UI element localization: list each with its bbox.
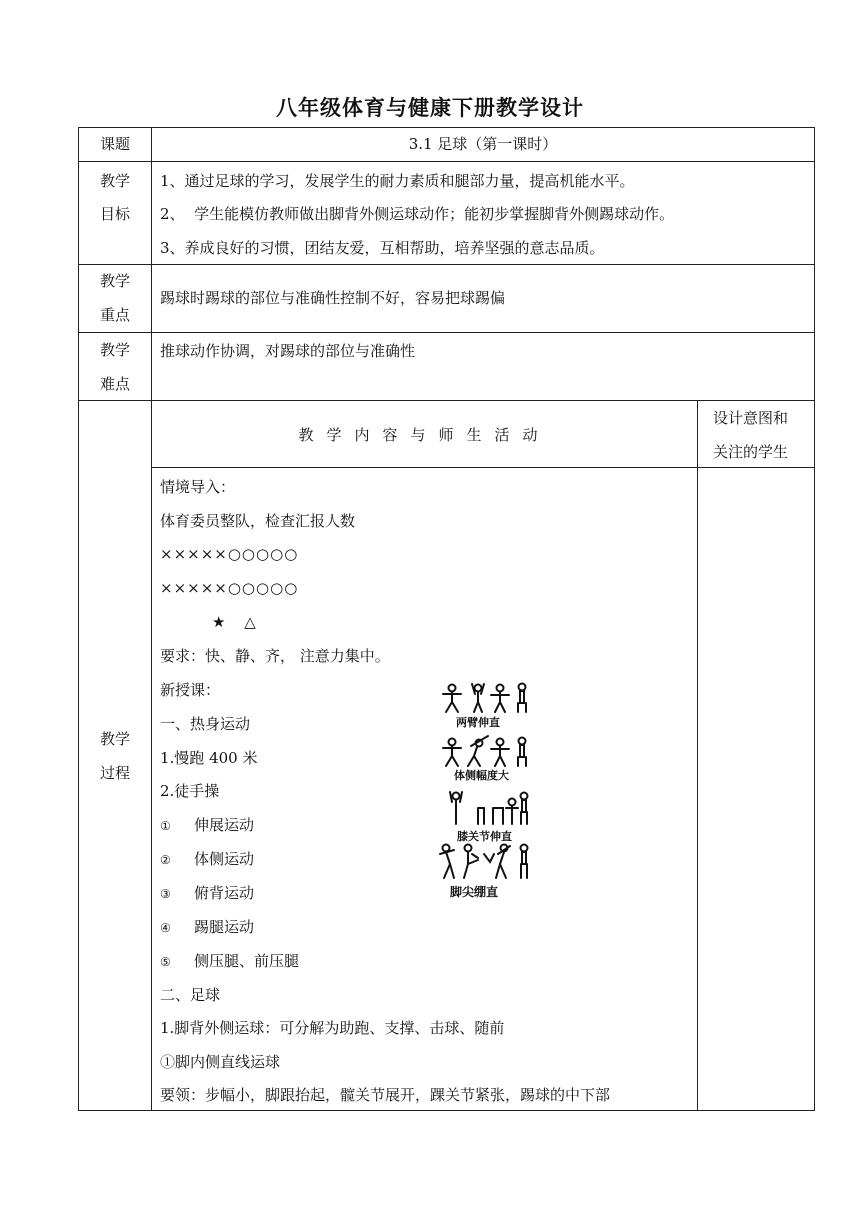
figure-caption: 体侧幅度大 xyxy=(454,769,509,782)
objectives-label-2: 目标 xyxy=(99,205,130,223)
content-line: 要求：快、静、齐， 注意力集中。 xyxy=(160,647,390,665)
table-divider xyxy=(78,400,815,401)
exercise-illustration xyxy=(438,682,538,902)
key-points-label-2: 重点 xyxy=(99,306,130,324)
exercise-number: ③ xyxy=(160,887,171,901)
topic-label: 课题 xyxy=(99,135,130,153)
content-line: 一、热身运动 xyxy=(160,715,251,733)
table-border-bottom xyxy=(78,1110,815,1111)
formation-row: ×××××○○○○○ xyxy=(160,545,299,563)
exercise-item xyxy=(160,849,254,870)
table-divider xyxy=(78,161,815,162)
content-line: ①脚内侧直线运球 xyxy=(160,1053,281,1071)
topic-value: 3.1 足球（第一课时） xyxy=(408,135,558,153)
key-points-value: 踢球时踢球的部位与准确性控制不好，容易把球踢偏 xyxy=(160,289,506,307)
exercise-item xyxy=(160,883,254,904)
table-border-top xyxy=(78,127,815,128)
exercise-text: 体侧运动 xyxy=(194,850,255,868)
exercise-text: 踢腿运动 xyxy=(194,918,255,936)
difficulties-label-2: 难点 xyxy=(99,375,130,393)
figure-caption: 两臂伸直 xyxy=(456,716,500,729)
table-divider xyxy=(78,264,815,265)
content-line: 体育委员整队，检查汇报人数 xyxy=(160,512,356,530)
exercise-text: 俯背运动 xyxy=(194,884,255,902)
content-line: 2.徒手操 xyxy=(160,782,220,800)
table-divider xyxy=(151,127,152,1111)
objective-item: 1、通过足球的学习，发展学生的耐力素质和腿部力量，提高机能水平。 xyxy=(160,172,635,190)
page-title: 八年级体育与健康下册教学设计 xyxy=(276,96,584,120)
formation-markers: ★ △ xyxy=(212,613,256,631)
difficulties-label-1: 教学 xyxy=(99,341,130,359)
exercise-item xyxy=(160,917,254,938)
figure-caption: 膝关节伸直 xyxy=(457,830,512,843)
table-border-right xyxy=(814,127,815,1111)
objectives-label-1: 教学 xyxy=(99,172,130,190)
exercise-item xyxy=(160,815,254,836)
process-label-1: 教学 xyxy=(99,730,130,748)
objective-item: 3、养成良好的习惯，团结友爱，互相帮助，培养坚强的意志品质。 xyxy=(160,239,605,257)
key-points-label-1: 教学 xyxy=(99,272,130,290)
content-line: 1.脚背外侧运球：可分解为助跑、支撑、击球、随前 xyxy=(160,1019,505,1037)
design-header-1: 设计意图和 xyxy=(713,409,789,427)
exercise-number: ④ xyxy=(160,921,171,935)
exercise-number: ② xyxy=(160,853,171,867)
process-label-2: 过程 xyxy=(99,764,130,782)
content-line: 要领：步幅小，脚跟抬起，髋关节展开，踝关节紧张，踢球的中下部 xyxy=(160,1086,611,1104)
content-header: 教学内容与师生活动 xyxy=(298,426,551,444)
content-line: 1.慢跑 400 米 xyxy=(160,749,258,767)
exercise-text: 侧压腿、前压腿 xyxy=(194,952,300,970)
exercise-text: 伸展运动 xyxy=(194,816,255,834)
content-line: 情境导入： xyxy=(160,478,236,496)
exercise-number: ⑤ xyxy=(160,955,171,969)
formation-row: ×××××○○○○○ xyxy=(160,579,299,597)
figure-caption: 脚尖绷直 xyxy=(450,885,499,899)
exercise-item xyxy=(160,951,299,972)
table-divider xyxy=(697,400,698,1111)
difficulties-value: 推球动作协调，对踢球的部位与准确性 xyxy=(160,342,416,360)
content-line: 二、足球 xyxy=(160,986,221,1004)
exercise-number: ① xyxy=(160,819,171,833)
content-line: 新授课： xyxy=(160,681,221,699)
table-divider xyxy=(78,332,815,333)
table-divider xyxy=(151,467,815,468)
design-header-2: 关注的学生 xyxy=(713,443,789,461)
objective-item: 2、 学生能模仿教师做出脚背外侧运球动作；能初步掌握脚背外侧踢球动作。 xyxy=(160,205,675,223)
